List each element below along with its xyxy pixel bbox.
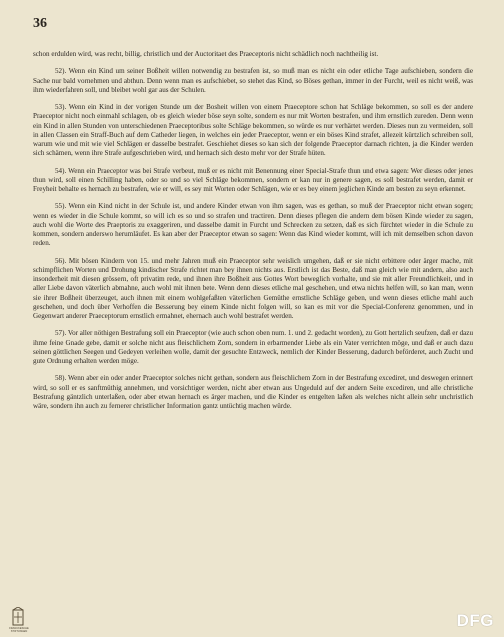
paragraph-58: 58). Wenn aber ein oder ander Praeceptor solches nicht gethan, sondern aus fleischlichem Zorn in der Bestrafung excediret, und deswegen erinnert wird, so soll er es sanftmüthig annehmen, und vorsichtiger werden, nicht aber etwan aus Ungeduld auf der andern Seite excediren, und alle christliche Bestrafung gäntzlich unterlaßen, oder aber etwan hernach es ärger machen, und die Kinder es entgelten laßen als welches nicht allein sehr unchristlich wäre, sondern ihn auch zu fernerer christlicher Information gantz untüchtig machen würde. xyxy=(33,374,473,410)
body-text xyxy=(33,50,473,419)
paragraph-56: 56). Mit bösen Kindern von 15. und mehr Jahren muß ein Praeceptor sehr weislich umgehen, daß er sie nicht erbittere oder ärger mache, mit schimpflichen Worten und Drohung kindischer Strafe richtet man bey ihnen nichts aus. Erstlich ist das Beste, daß man gleich wie mit andern, also auch insonderheit mit diesen grössern, oft privatim rede, und ihnen ihre Boßheit aus Gottes Wort beweglich vorhalte, und sie mit aller Freundlichkeit, und in aller Liebe davon väterlich abmahne, auch wohl mit ihnen bete. Wenn denn dieses etliche mal geschehen, und etwa nichts helfen will, so kan man, wenn sie ihrer Boßheit überzeuget, auch ihnen mit einem wohlgefaßten väterlichen Gemüthe ernstliche Schläge geben, und wenn dieses etliche mahl auch geschehen, und doch über Verhoffen die Besserung bey einem Kinde nicht folgen will, so kan es mit vor die Special-Conferenz genommen, und in Gegenwart anderer Praeceptorum ernstlich ermahnet, ehernach auch wohl bestrafet werden. xyxy=(33,256,473,320)
paragraph-51-end: schon erdulden wird, was recht, billig, christlich und der Auctoritaet des Praeceptoris nicht schädlich noch nachtheilig ist. xyxy=(33,50,379,58)
paragraph-55: 55). Wenn ein Kind nicht in der Schule ist, und andere Kinder etwan von ihm sagen, was es gethan, so muß der Praeceptor nicht etwan sogen; wenn es wieder in die Schule kommt, so will ich es so und so strafen und tractiren. Denn dieses pflegen die andern dem bösen Kinde wieder zu sagen, auch wohl die Worte des Praeptoris zu exaggeriren, und dasselbe damit in Furcht und Schrecken zu setzen, daß es sich fürchtet wieder in die Schule zu kommen, sondern anderswo herumläufet. Es kan aber der Praeceptor etwan so sagen: Wenn das Kind wieder kommt, will ich mit demselben schon davon reden. xyxy=(33,202,473,248)
dfg-logo: DFG xyxy=(456,611,494,630)
page-number: 36 xyxy=(33,16,47,31)
paragraph-57: 57). Vor aller nöthigen Bestrafung soll ein Praeceptor (wie auch schon oben num. 1. und 2. gedacht worden), zu Gott hertzlich seufzen, daß er dazu ihme feine Gnade gebe, damit er solche nicht aus fleischlichem Zorn, sondern in erbarmender Liebe als ein Vater verrichten möge, und daß er auch dazu seinen göttlichen Seegen und Gedeyen verleihen wolle, damit der gesuchte Entzweck, nemlich der Kinder Besserung, dadurch beförderet, auch Zucht und gute Ordnung erhalten werden möge. xyxy=(33,329,473,365)
paragraph-54: 54). Wenn ein Praeceptor was bei Strafe verbeut, muß er es nicht mit Benennung einer Special-Strafe thun und etwa sagen: Wer dieses oder jenes thun wird, soll einen Schilling haben, oder so und so viel Schläge bekommen, sondern er kan nur in genere sagen, es soll bestrafet werden, damit er Freyheit behalte es hernach zu bestrafen, wie er will, es sey mit Worten oder Schlägen, wie er es bey einem jeglichen Kinde am besten zu seyn erkennet. xyxy=(33,166,473,193)
paragraph-53: 53). Wenn ein Kind in der vorigen Stunde um der Bosheit willen von einem Praeceptore schon hat Schläge bekommen, so soll es der andere Praeceptor nicht noch einmahl schlagen, ob es gleich wieder böse seyn solte, sondern es nur mit Worten bestrafen, und ihm ernstlich zureden. Denn wenn ein Kind in allen Stunden von unterschiedenen Praeceptoribus solte Schläge bekommen, so würde es nur verhärtet werden. Dieses nun zu vermeiden, soll in allen Classen ein Straff-Buch auf dem Catheder liegen, in welches ein jeder Praeceptor, wenn er ein böses Kind strafet, allezeit kürtzlich schreiben soll, warum wie und mit wie viel Schlägen er dasselbe bestrafet. Geschiehet dieses so kan sich der folgende Praeceptor darnach richten, ja die Kinder werden sich schämen, wenn ihre Strafe aufgeschrieben wird, und hernach sich desto mehr vor der Strafe hüten. xyxy=(33,103,473,158)
paragraph-52: 52). Wenn ein Kind um seiner Boßheit willen notwendig zu bestrafen ist, so muß man es nicht ein oder etliche Tage aufschieben, sondern die Sache nur bald vornehmen und abthun. Denn wenn man es aufschiebet, so stehet das Kind, so Böses gethan, immer in der Furcht, weil es nicht weiß, was ihm wiederfahren soll, und bleibet wohl gar aus der Schulen. xyxy=(33,67,473,94)
footer xyxy=(0,605,504,637)
stift-label: FRANCKESCHE STIFTUNGEN xyxy=(9,627,29,633)
